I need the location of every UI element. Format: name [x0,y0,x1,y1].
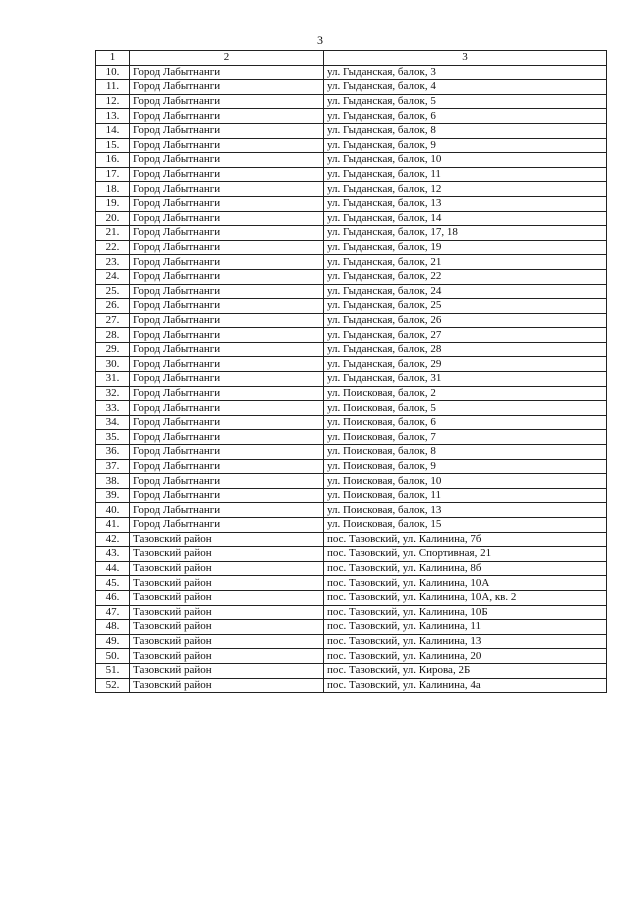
row-address: ул. Гыданская, балок, 19 [324,240,607,255]
row-municipality: Тазовский район [130,561,324,576]
table-row [96,299,607,314]
table-row [96,445,607,460]
table-row [96,386,607,401]
row-address: ул. Гыданская, балок, 26 [324,313,607,328]
row-address: ул. Поисковая, балок, 7 [324,430,607,445]
row-address: ул. Гыданская, балок, 28 [324,342,607,357]
row-address: ул. Поисковая, балок, 5 [324,401,607,416]
row-number: 52. [96,678,130,693]
row-number: 41. [96,518,130,533]
row-address: ул. Гыданская, балок, 25 [324,299,607,314]
row-number: 49. [96,634,130,649]
header-column-municipality: 2 [130,51,324,66]
row-number: 48. [96,620,130,635]
table-row [96,372,607,387]
table-row [96,153,607,168]
row-address: пос. Тазовский, ул. Калинина, 8б [324,561,607,576]
row-municipality: Город Лабытнанги [130,80,324,95]
row-municipality: Город Лабытнанги [130,211,324,226]
row-address: ул. Поисковая, балок, 13 [324,503,607,518]
row-address: пос. Тазовский, ул. Калинина, 10А [324,576,607,591]
table-row [96,94,607,109]
row-address: ул. Гыданская, балок, 9 [324,138,607,153]
row-address: ул. Поисковая, балок, 15 [324,518,607,533]
header-column-address: 3 [324,51,607,66]
row-municipality: Город Лабытнанги [130,65,324,80]
row-address: ул. Гыданская, балок, 8 [324,123,607,138]
row-municipality: Город Лабытнанги [130,255,324,270]
row-number: 44. [96,561,130,576]
row-number: 26. [96,299,130,314]
row-municipality: Город Лабытнанги [130,445,324,460]
table-row [96,357,607,372]
row-address: пос. Тазовский, ул. Кирова, 2Б [324,663,607,678]
row-municipality: Город Лабытнанги [130,459,324,474]
row-address: ул. Гыданская, балок, 3 [324,65,607,80]
table-row [96,138,607,153]
row-municipality: Город Лабытнанги [130,430,324,445]
row-address: ул. Поисковая, балок, 10 [324,474,607,489]
address-table [95,50,607,693]
row-municipality: Город Лабытнанги [130,123,324,138]
row-municipality: Тазовский район [130,634,324,649]
row-number: 19. [96,196,130,211]
row-number: 28. [96,328,130,343]
table-row [96,547,607,562]
row-number: 47. [96,605,130,620]
row-municipality: Тазовский район [130,576,324,591]
row-number: 24. [96,269,130,284]
row-number: 33. [96,401,130,416]
row-number: 43. [96,547,130,562]
row-address: ул. Гыданская, балок, 6 [324,109,607,124]
row-municipality: Город Лабытнанги [130,415,324,430]
row-address: ул. Гыданская, балок, 14 [324,211,607,226]
row-number: 35. [96,430,130,445]
table-row [96,605,607,620]
table-row [96,328,607,343]
row-address: ул. Гыданская, балок, 29 [324,357,607,372]
table-row [96,634,607,649]
table-row [96,415,607,430]
row-address: ул. Гыданская, балок, 21 [324,255,607,270]
row-municipality: Тазовский район [130,532,324,547]
table-row [96,649,607,664]
table-row [96,182,607,197]
row-address: ул. Гыданская, балок, 22 [324,269,607,284]
row-municipality: Город Лабытнанги [130,342,324,357]
row-number: 40. [96,503,130,518]
table-row [96,284,607,299]
table-row [96,401,607,416]
row-municipality: Тазовский район [130,605,324,620]
row-address: ул. Поисковая, балок, 9 [324,459,607,474]
row-number: 21. [96,226,130,241]
row-municipality: Город Лабытнанги [130,357,324,372]
table-row [96,663,607,678]
table-row [96,269,607,284]
row-address: ул. Гыданская, балок, 17, 18 [324,226,607,241]
row-municipality: Город Лабытнанги [130,313,324,328]
table-row [96,459,607,474]
table-row [96,488,607,503]
table-row [96,313,607,328]
table-row [96,196,607,211]
table-row [96,240,607,255]
table-header-row [96,51,607,66]
row-municipality: Город Лабытнанги [130,138,324,153]
row-number: 51. [96,663,130,678]
row-municipality: Город Лабытнанги [130,94,324,109]
table-row [96,80,607,95]
row-number: 31. [96,372,130,387]
row-number: 32. [96,386,130,401]
row-number: 16. [96,153,130,168]
row-address: ул. Гыданская, балок, 12 [324,182,607,197]
row-number: 18. [96,182,130,197]
table-row [96,226,607,241]
table-row [96,590,607,605]
table-row [96,518,607,533]
row-municipality: Город Лабытнанги [130,269,324,284]
row-municipality: Город Лабытнанги [130,240,324,255]
row-address: ул. Гыданская, балок, 27 [324,328,607,343]
row-address: ул. Поисковая, балок, 8 [324,445,607,460]
table-row [96,503,607,518]
row-number: 42. [96,532,130,547]
row-municipality: Тазовский район [130,590,324,605]
row-number: 12. [96,94,130,109]
table-row [96,678,607,693]
page-number: 3 [317,33,323,47]
row-number: 17. [96,167,130,182]
row-address: пос. Тазовский, ул. Калинина, 4а [324,678,607,693]
row-number: 15. [96,138,130,153]
row-number: 27. [96,313,130,328]
table-row [96,430,607,445]
row-municipality: Тазовский район [130,547,324,562]
row-municipality: Город Лабытнанги [130,488,324,503]
row-address: пос. Тазовский, ул. Спортивная, 21 [324,547,607,562]
row-municipality: Тазовский район [130,678,324,693]
row-number: 23. [96,255,130,270]
row-number: 30. [96,357,130,372]
row-number: 46. [96,590,130,605]
row-number: 29. [96,342,130,357]
row-municipality: Город Лабытнанги [130,386,324,401]
row-address: ул. Гыданская, балок, 11 [324,167,607,182]
row-address: пос. Тазовский, ул. Калинина, 10А, кв. 2 [324,590,607,605]
row-address: пос. Тазовский, ул. Калинина, 13 [324,634,607,649]
row-number: 45. [96,576,130,591]
row-address: ул. Гыданская, балок, 5 [324,94,607,109]
table-row [96,123,607,138]
row-number: 22. [96,240,130,255]
table-row [96,255,607,270]
row-number: 14. [96,123,130,138]
row-municipality: Город Лабытнанги [130,401,324,416]
row-municipality: Город Лабытнанги [130,503,324,518]
table-row [96,620,607,635]
row-number: 39. [96,488,130,503]
row-number: 50. [96,649,130,664]
row-municipality: Город Лабытнанги [130,518,324,533]
row-number: 11. [96,80,130,95]
row-municipality: Город Лабытнанги [130,167,324,182]
table-row [96,211,607,226]
table-body [96,65,607,693]
row-municipality: Город Лабытнанги [130,328,324,343]
table-row [96,167,607,182]
row-municipality: Город Лабытнанги [130,182,324,197]
row-municipality: Город Лабытнанги [130,196,324,211]
row-address: ул. Гыданская, балок, 24 [324,284,607,299]
table-row [96,474,607,489]
row-number: 20. [96,211,130,226]
row-number: 10. [96,65,130,80]
row-municipality: Город Лабытнанги [130,372,324,387]
row-address: пос. Тазовский, ул. Калинина, 7б [324,532,607,547]
row-municipality: Тазовский район [130,620,324,635]
row-address: ул. Гыданская, балок, 31 [324,372,607,387]
row-address: ул. Поисковая, балок, 6 [324,415,607,430]
row-municipality: Город Лабытнанги [130,474,324,489]
row-address: ул. Гыданская, балок, 4 [324,80,607,95]
table-row [96,109,607,124]
table-row [96,342,607,357]
row-municipality: Город Лабытнанги [130,226,324,241]
row-number: 34. [96,415,130,430]
row-address: ул. Поисковая, балок, 11 [324,488,607,503]
row-municipality: Город Лабытнанги [130,284,324,299]
table-row [96,65,607,80]
row-municipality: Город Лабытнанги [130,299,324,314]
row-address: ул. Поисковая, балок, 2 [324,386,607,401]
header-column-number: 1 [96,51,130,66]
row-address: ул. Гыданская, балок, 13 [324,196,607,211]
row-municipality: Тазовский район [130,663,324,678]
row-address: пос. Тазовский, ул. Калинина, 20 [324,649,607,664]
row-municipality: Город Лабытнанги [130,153,324,168]
table-row [96,576,607,591]
row-address: пос. Тазовский, ул. Калинина, 11 [324,620,607,635]
row-address: пос. Тазовский, ул. Калинина, 10Б [324,605,607,620]
table-row [96,532,607,547]
row-number: 38. [96,474,130,489]
row-number: 37. [96,459,130,474]
row-address: ул. Гыданская, балок, 10 [324,153,607,168]
row-number: 13. [96,109,130,124]
row-municipality: Тазовский район [130,649,324,664]
row-number: 36. [96,445,130,460]
row-number: 25. [96,284,130,299]
table-row [96,561,607,576]
row-municipality: Город Лабытнанги [130,109,324,124]
